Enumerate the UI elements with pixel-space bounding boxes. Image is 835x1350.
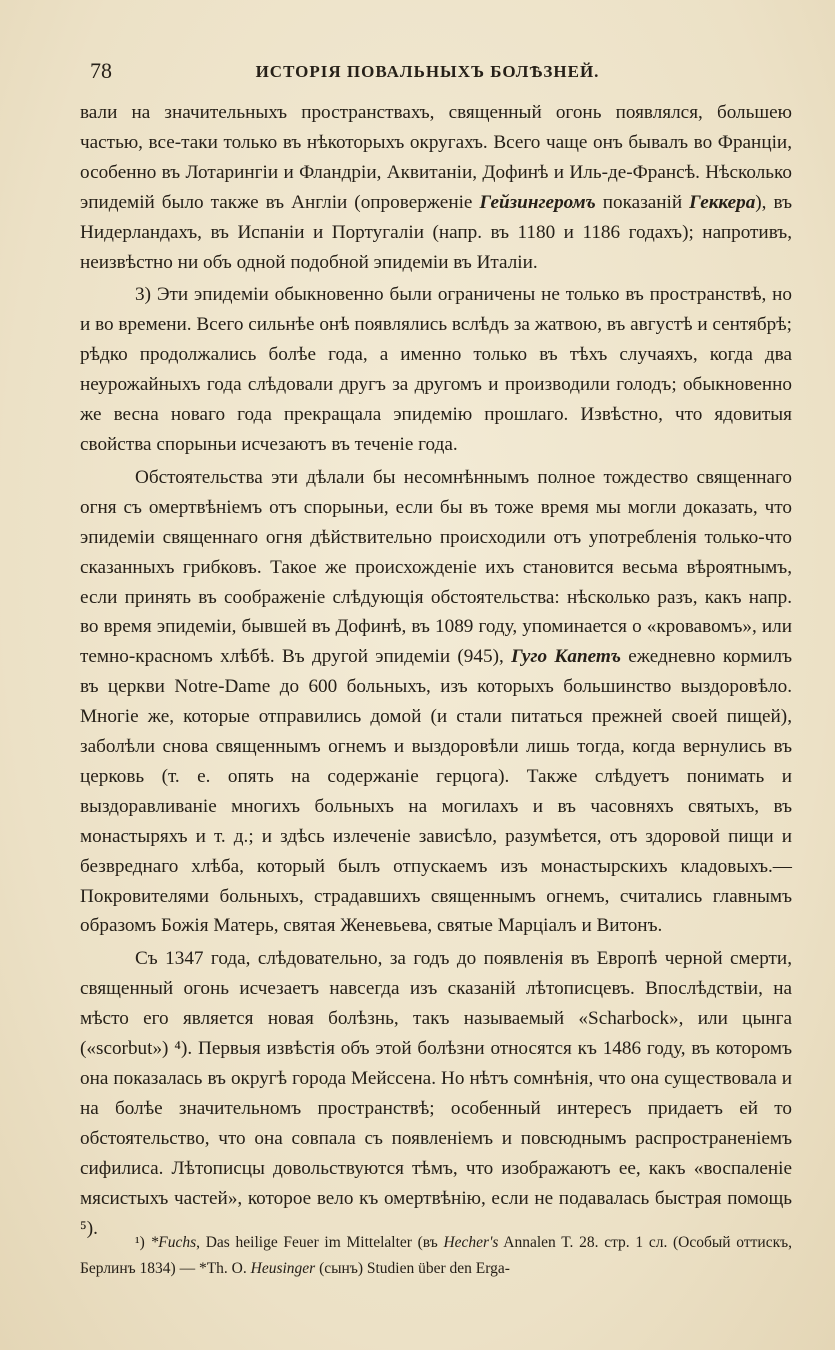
footnotes — [80, 1230, 792, 1282]
italic-name: Геккера — [689, 191, 756, 213]
italic-name: Hecher's — [443, 1234, 499, 1251]
italic-name: Гуго Капетъ — [511, 646, 621, 668]
italic-name: Heusinger — [250, 1260, 316, 1277]
running-title: ИСТОРІЯ ПОВАЛЬНЫХЪ БОЛѢЗНЕЙ. — [255, 62, 600, 81]
text-run: Съ 1347 года, слѣдовательно, за годъ до появленія въ Европѣ черной смерти, священный огонь исчезаетъ навсегда изъ сказаній лѣтописцевъ. Впослѣдствіи, на мѣсто его является новая болѣзнь, такъ называемый «Scharbock», или цынга («scorbut») ⁴). Первыя извѣстія объ этой болѣзни относятся къ 1486 году, въ которомъ она показалась въ округѣ города Мейссена. Но нѣтъ сомнѣнія, что она существовала и на болѣе значительномъ пространствѣ; особенный интересъ придаетъ ей то обстоятельство, что она совпала съ появленіемъ и повсюднымъ распространеніемъ сифилиса. Лѣтописцы довольствуются тѣмъ, что изображаютъ ее, какъ «воспаленіе мясистыхъ частей», которое вело къ омертвѣнію, если не подавалась быстрая помощь ⁵). — [80, 948, 792, 1239]
italic-name: Гейзингеромъ — [479, 191, 596, 213]
text-run: Annalen T. 28. стр. 1 сл. (Особый оттискъ, Берлинъ 1834) — *Th. O. — [80, 1234, 792, 1277]
text-run: , Das heilige Feuer im Mittelalter (въ — [196, 1234, 444, 1251]
body-text — [80, 98, 792, 1243]
text-run: показаній — [595, 191, 690, 213]
text-run: 3) Эти эпидеміи обыкновенно были ограничены не только въ пространствѣ, но и во времени. Всего сильнѣе онѣ появлялись вслѣдъ за жатвою, въ августѣ и сентябрѣ; рѣдко продолжались болѣе года, а именно только въ тѣхъ случаяхъ, когда два неурожайныхъ года слѣдовали другъ за другомъ и производили голодъ; обыкновенно же весна новаго года прекращала эпидемію прошлаго. Извѣстно, что ядовитыя свойства спорыньи исчезаютъ въ теченіе года. — [80, 284, 792, 455]
text-run: ежедневно кормилъ въ церкви Notre-Dame до 600 больныхъ, изъ которыхъ большинство выздоровѣло. Многіе же, которые отправились домой (и стали питаться прежней своей пищей), заболѣли снова священнымъ огнемъ и выздоровѣли лишь тогда, когда вернулись въ церковь (т. е. опять на содержаніе герцога). Также слѣдуетъ понимать и выздоравливаніе многихъ больныхъ на могилахъ и въ часовняхъ святыхъ, въ монастыряхъ и т. д.; и здѣсь излеченіе зависѣло, разумѣется, отъ здоровой пищи и безвреднаго хлѣба, который былъ отпускаемъ изъ монастырскихъ кладовыхъ.—Покровителями больныхъ, страдавшихъ священнымъ огнемъ, считались главнымъ образомъ Божія Матерь, святая Женевьева, святые Марціалъ и Витонъ. — [80, 646, 792, 937]
text-run: (сынъ) Studien über den Erga- — [315, 1260, 510, 1277]
paragraph-p3 — [80, 944, 792, 1243]
paragraph-p0 — [80, 98, 792, 277]
paragraph-p1 — [80, 280, 792, 459]
italic-name: *Fuchs — [150, 1234, 197, 1251]
text-run: Обстоятельства эти дѣлали бы несомнѣннымъ полное тождество священнаго огня съ омертвѣніемъ отъ спорыньи, если бы въ тоже время мы могли доказать, что эпидеміи священнаго огня дѣйствительно происходили отъ употребленія только-что сказанныхъ грибковъ. Такое же происхожденіе ихъ становится весьма вѣроятнымъ, если принять въ соображеніе слѣдующія обстоятельства: нѣсколько разъ, какъ напр. во время эпидеміи, бывшей въ Дофинѣ, въ 1089 году, упоминается о «кровавомъ», или темно-красномъ хлѣбѣ. Въ другой эпидеміи (945), — [80, 466, 792, 668]
page-number: 78 — [90, 58, 112, 83]
paragraph-p2 — [80, 463, 792, 942]
text-run: вали на значительныхъ пространствахъ, священный огонь появлялся, большею частью, все-таки только въ нѣкоторыхъ округахъ. Всего чаще онъ бывалъ во Франціи, особенно въ Лотарингіи и Фландріи, Аквитаніи, Дофинѣ и Иль-де-Франсѣ. Нѣсколько эпидемій было также въ Англіи (опроверженіе — [80, 102, 792, 213]
text-run: ), въ Нидерландахъ, въ Испаніи и Португаліи (напр. въ 1180 и 1186 годахъ); напротивъ, неизвѣстно ни объ одной подобной эпидеміи въ Италіи. — [80, 191, 792, 273]
page-header — [80, 58, 775, 88]
footnote-1 — [80, 1230, 792, 1282]
text-run: ¹) — [135, 1234, 151, 1251]
